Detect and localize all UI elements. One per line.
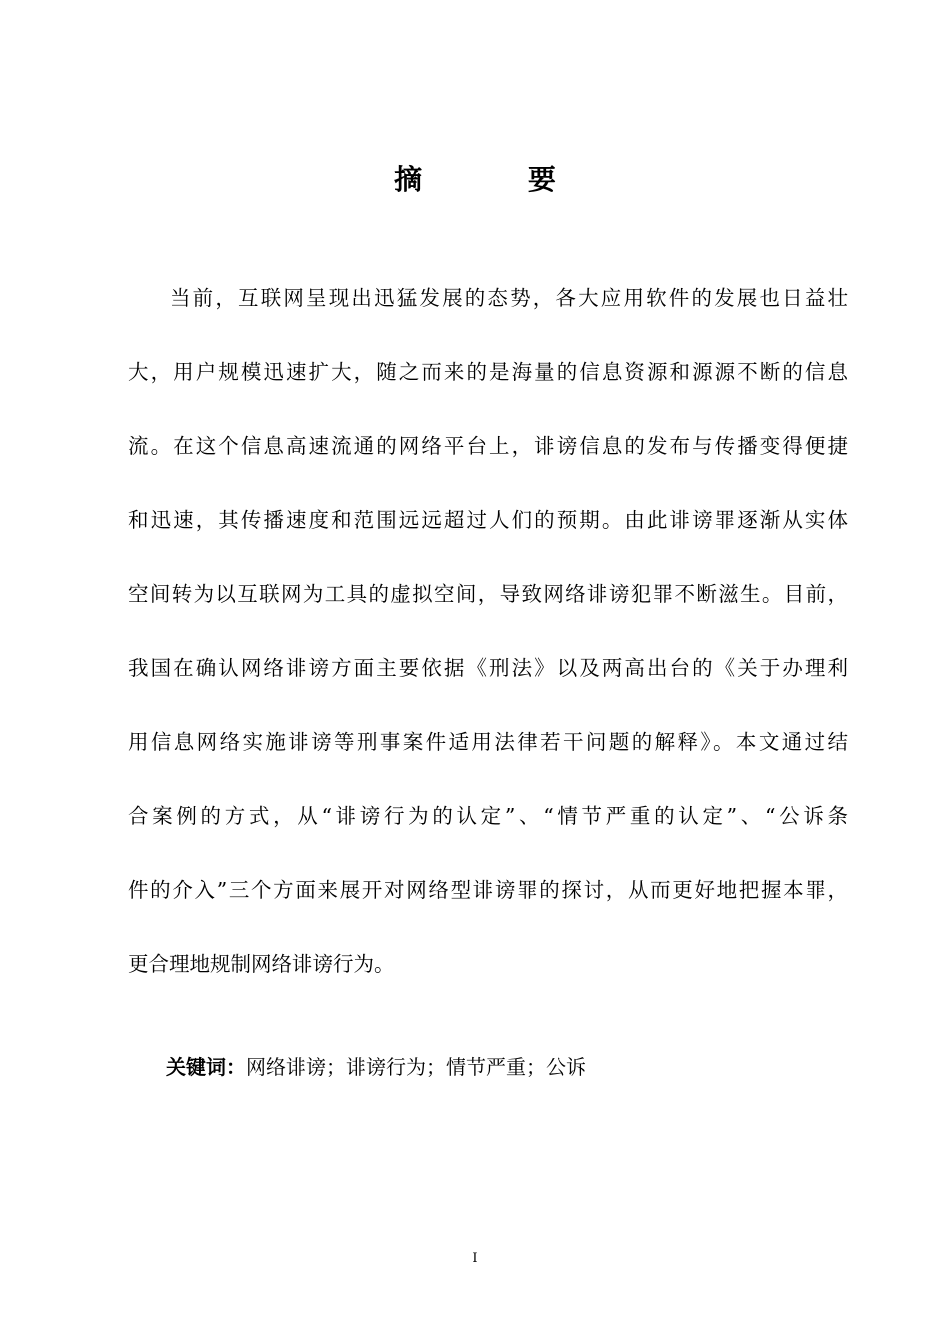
abstract-line: 更合理地规制网络诽谤行为。 xyxy=(128,952,395,976)
abstract-line: 当前，互联网呈现出迅猛发展的态势，各大应用软件的发展也日益壮 xyxy=(170,286,848,310)
abstract-line: 件的介入”三个方面来展开对网络型诽谤罪的探讨，从而更好地把握本罪， xyxy=(128,878,848,902)
abstract-line: 合案例的方式，从“诽谤行为的认定”、“情节严重的认定”、“公诉条 xyxy=(128,804,848,828)
page-title: 摘 要 xyxy=(394,163,604,196)
abstract-line: 和迅速，其传播速度和范围远远超过人们的预期。由此诽谤罪逐渐从实体 xyxy=(128,508,848,532)
abstract-line: 我国在确认网络诽谤方面主要依据《刑法》以及两高出台的《关于办理利 xyxy=(128,656,848,680)
keywords-value: 网络诽谤；诽谤行为；情节严重；公诉 xyxy=(246,1055,586,1079)
keywords-label: 关键词： xyxy=(166,1055,246,1079)
abstract-line: 大，用户规模迅速扩大，随之而来的是海量的信息资源和源源不断的信息 xyxy=(128,360,848,384)
abstract-line: 用信息网络实施诽谤等刑事案件适用法律若干问题的解释》。本文通过结 xyxy=(128,730,848,754)
keywords xyxy=(166,1047,586,1087)
page-number: I xyxy=(472,1251,478,1266)
abstract-body xyxy=(128,278,848,1018)
abstract-line: 流。在这个信息高速流通的网络平台上，诽谤信息的发布与传播变得便捷 xyxy=(128,434,848,458)
abstract-line: 空间转为以互联网为工具的虚拟空间，导致网络诽谤犯罪不断滋生。目前， xyxy=(128,582,848,606)
